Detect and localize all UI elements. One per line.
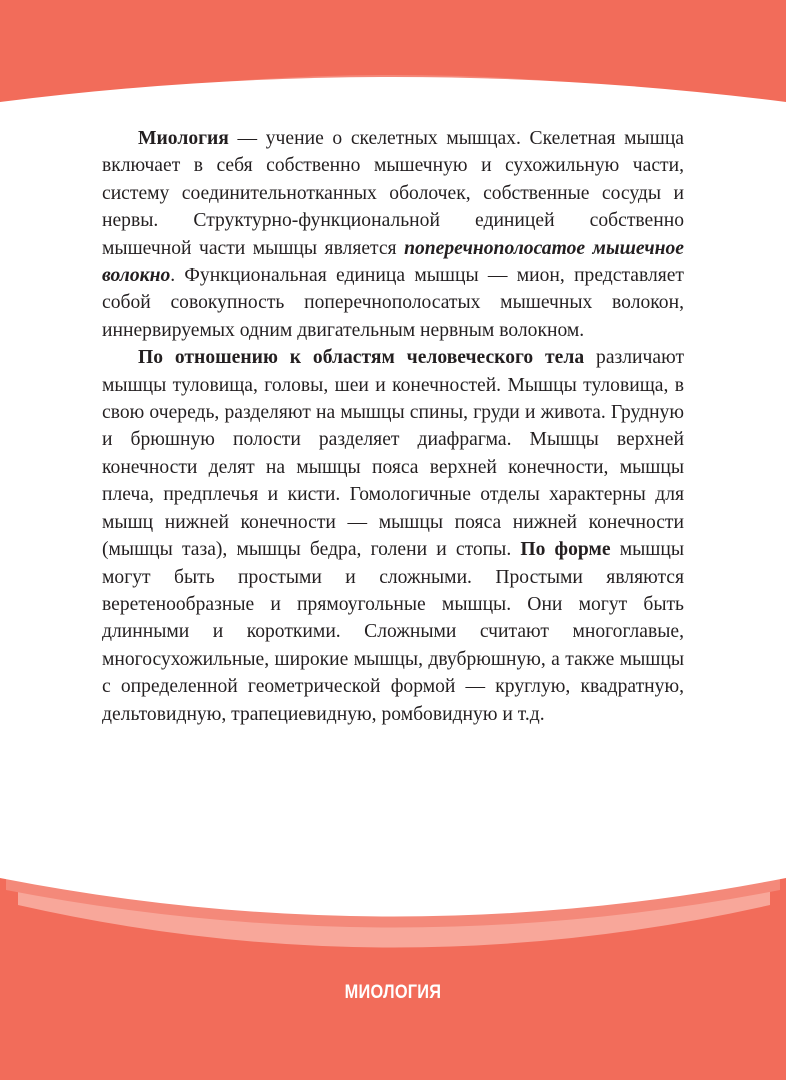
emphasis-fiber: поперечнополосатое мышечное волокно bbox=[102, 237, 684, 287]
paragraph-2-text-a: различают мышцы туловища, головы, шеи и конечностей. Мышцы туловища, в свою очередь, разделяют на мышцы спины, груди и живота. Грудную и брюшную полости разделяет диафрагма. Мышцы верхней конечности делят на мышцы пояса верхней конечности, мышцы плеча, предплечья и кисти. Гомологичные отделы характерны для мышц нижней конечности — мышцы пояса нижней конечности (мышцы таза), мышцы бедра, голени и стопы. bbox=[102, 347, 685, 561]
term-myology: Миология bbox=[138, 128, 229, 149]
paragraph-1-text-a: — учение о скелетных мышцах. Скелетная мышца включает в себя собственно мышечную и сухожильную части, систему соединительнотканных оболочек, собственные сосуды и нервы. Структурно-функциональной единицей собственно мышечной части мышцы является bbox=[102, 128, 684, 259]
lead-shape: По форме bbox=[520, 539, 611, 561]
paragraph-1 bbox=[102, 125, 684, 344]
main-text bbox=[102, 125, 684, 728]
paragraph-1-text-b: . Функциональная единица мышцы — мион, представляет собой совокупность поперечнополосатых мышечных волокон, иннервируемых одним двигательным нервным волокном. bbox=[102, 265, 684, 341]
paragraph-2-text-b: мышцы могут быть простыми и сложными. Простыми являются веретенообразные и прямоугольные мышцы. Они могут быть длинными и короткими. Сложными считают многоглавые, многосухожильные, широкие мышцы, двубрюшную, а также мышцы с определенной геометрической формой — круглую, квадратную, дельтовидную, трапециевидную, ромбовидную и т.д. bbox=[102, 539, 685, 725]
paragraph-2 bbox=[102, 344, 684, 728]
footer-section-title: МИОЛОГИЯ bbox=[344, 982, 442, 1003]
lead-regions: По отношению к областям человеческого тела bbox=[138, 347, 585, 369]
